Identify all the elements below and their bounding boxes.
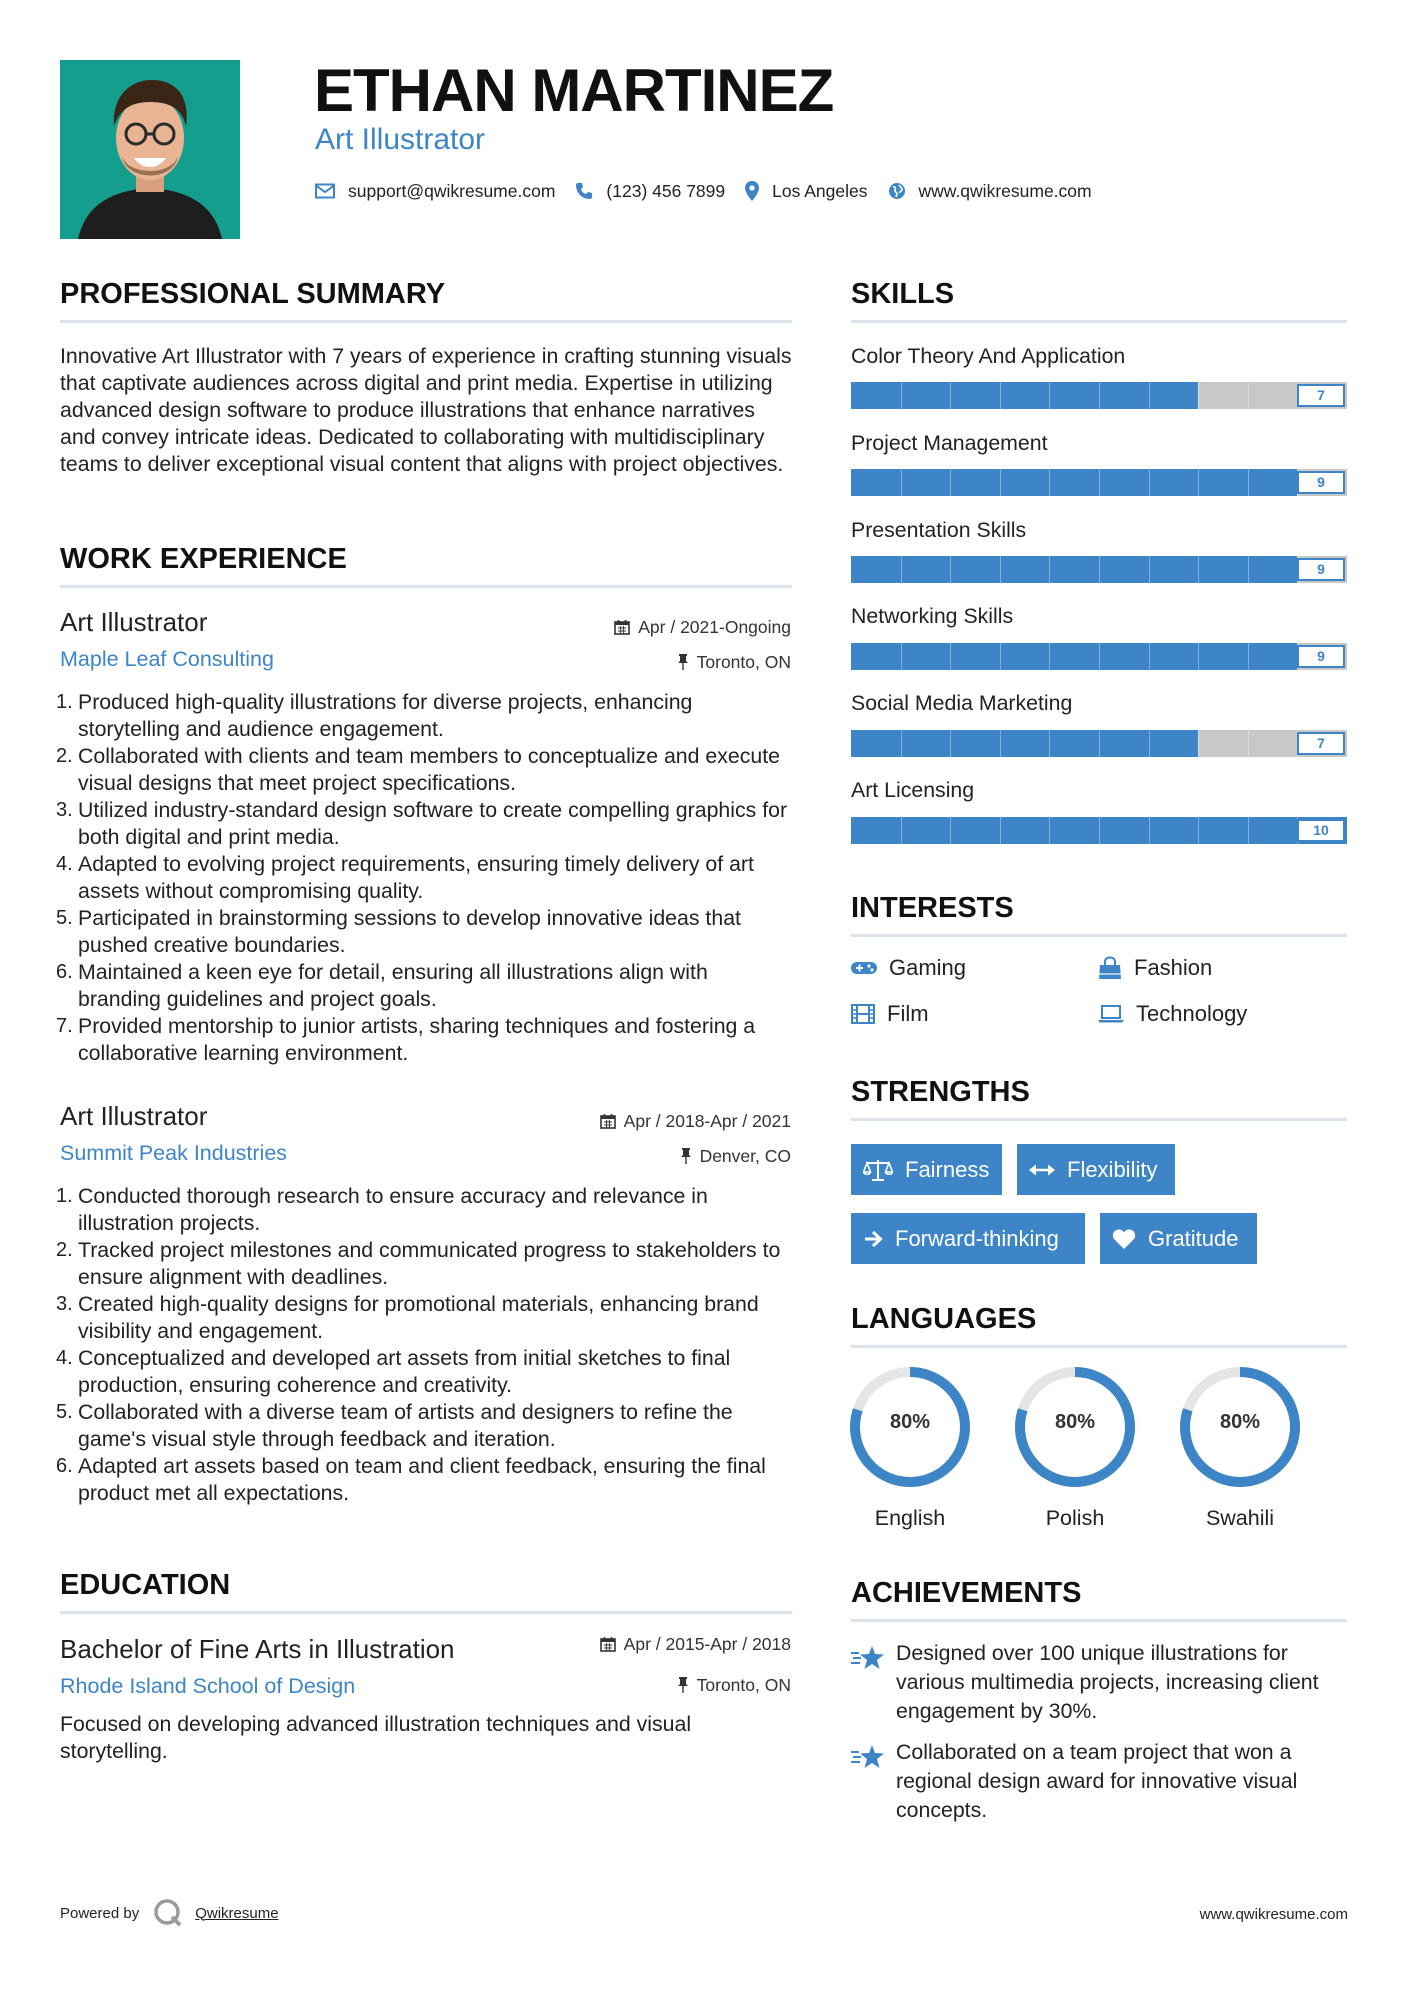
list-item: 3. Utilized industry-standard design software to create compelling graphics for both digital and print media. — [56, 798, 788, 849]
skill-bar-segment-divider — [950, 556, 951, 583]
job-dates — [614, 616, 791, 638]
skill-bar-segment-divider — [1000, 730, 1001, 757]
skill-bar-segment-divider — [1248, 817, 1249, 844]
interest-item — [1098, 1000, 1247, 1028]
skill-bar-segment-divider — [1198, 643, 1199, 670]
achievement-item — [851, 1639, 1351, 1726]
job-responsibilities — [56, 1183, 795, 1507]
contact-bar — [315, 176, 1112, 206]
education-description: Focused on developing advanced illustration techniques and visual storytelling. — [60, 1712, 692, 1763]
skill-name: Networking Skills — [851, 604, 1014, 628]
company-name[interactable]: Maple Leaf Consulting — [60, 647, 274, 671]
job-location — [680, 1145, 791, 1167]
candidate-title: Art Illustrator — [315, 123, 486, 156]
skill-score: 10 — [1297, 819, 1345, 842]
list-item: 5. Participated in brainstorming sessions to develop innovative ideas that pushed creative boundaries. — [56, 906, 741, 957]
job-dates — [600, 1110, 791, 1132]
strengths-heading: STRENGTHS — [851, 1076, 1030, 1108]
list-item: 1. Produced high-quality illustrations for diverse projects, enhancing storytelling and audience engagement. — [56, 690, 693, 741]
language-name: Polish — [1045, 1506, 1105, 1530]
heart-icon — [1112, 1228, 1136, 1250]
skill-bar-segment-divider — [901, 643, 902, 670]
skill-bar-segment-divider — [1149, 556, 1150, 583]
envelope-icon — [315, 183, 335, 199]
skill-bar-segment-divider — [950, 817, 951, 844]
interest-item — [1098, 954, 1212, 982]
skill-bar-segment-divider — [950, 382, 951, 409]
skill-bar-segment-divider — [1198, 817, 1199, 844]
language-name: English — [874, 1506, 946, 1530]
skill-bar-segment-divider — [1049, 817, 1050, 844]
job-location — [677, 651, 791, 673]
education-heading: EDUCATION — [60, 1569, 231, 1601]
skill-name: Art Licensing — [851, 778, 975, 802]
skill-score: 9 — [1297, 558, 1345, 581]
experience-divider — [60, 585, 792, 588]
skill-bar-segment-divider — [950, 643, 951, 670]
job-responsibilities — [56, 689, 795, 1067]
skill-bar-segment-divider — [1099, 382, 1100, 409]
contact-location-text: Los Angeles — [772, 180, 868, 201]
job-dates-text: Apr / 2018-Apr / 2021 — [623, 1111, 791, 1131]
skill-bar-fill — [851, 556, 1297, 583]
job-dates-text: Apr / 2021-Ongoing — [638, 617, 791, 637]
qwikresume-link[interactable]: Qwikresume — [195, 1904, 279, 1922]
interests-divider — [851, 934, 1347, 937]
profile-photo — [60, 60, 240, 239]
calendar-icon — [614, 619, 630, 635]
contact-location — [745, 181, 867, 202]
skill-bar-segment-divider — [901, 730, 902, 757]
list-item-text: Produced high-quality illustrations for diverse projects, enhancing storytelling and audience engagement. — [78, 690, 693, 741]
degree-title: Bachelor of Fine Arts in Illustration — [60, 1634, 455, 1664]
strength-label: Forward-thinking — [895, 1225, 1059, 1251]
footer-website[interactable]: www.qwikresume.com — [1199, 1906, 1348, 1923]
list-item: 6. Maintained a keen eye for detail, ensuring all illustrations align with branding guidelines and project goals. — [56, 960, 708, 1011]
list-item: 2. Tracked project milestones and communicated progress to stakeholders to ensure alignment with deadlines. — [56, 1238, 781, 1289]
skill-name: Social Media Marketing — [851, 691, 1073, 715]
skill-bar-segment-divider — [1149, 643, 1150, 670]
summary-heading: PROFESSIONAL SUMMARY — [60, 278, 446, 310]
skill-bar — [851, 730, 1347, 757]
skill-bar-segment-divider — [1000, 817, 1001, 844]
school-name[interactable]: Rhode Island School of Design — [60, 1674, 356, 1698]
skill-bar-fill — [851, 469, 1297, 496]
calendar-icon — [600, 1113, 616, 1129]
list-item-text: Adapted art assets based on team and client feedback, ensuring the final product met all expectations. — [78, 1454, 766, 1505]
shooting-star-icon — [851, 1644, 885, 1672]
skill-name: Color Theory And Application — [851, 344, 1126, 368]
language-percent: 80% — [889, 1411, 931, 1433]
skill-bar-segment-divider — [1000, 469, 1001, 496]
skill-bar-fill — [851, 730, 1198, 757]
shooting-star-icon — [851, 1743, 885, 1771]
job-title: Art Illustrator — [60, 1101, 208, 1131]
skill-bar — [851, 556, 1347, 583]
skill-bar-segment-divider — [901, 817, 902, 844]
list-item: 7. Provided mentorship to junior artists, sharing techniques and fostering a collaborative learning environment. — [56, 1014, 756, 1065]
skill-bar-segment-divider — [1049, 556, 1050, 583]
interest-label: Film — [887, 1001, 929, 1026]
language-item — [1178, 1365, 1302, 1531]
skill-bar-segment-divider — [1149, 469, 1150, 496]
laptop-icon — [1098, 1005, 1124, 1023]
list-item: 4. Adapted to evolving project requirements, ensuring timely delivery of art assets without compromising quality. — [56, 852, 754, 903]
interest-label: Fashion — [1134, 955, 1213, 980]
qwikresume-logo-icon — [153, 1898, 183, 1928]
skill-bar — [851, 469, 1347, 496]
skill-bar-segment-divider — [1049, 469, 1050, 496]
pushpin-icon — [680, 1148, 692, 1164]
strength-label: Gratitude — [1148, 1225, 1239, 1251]
skills-heading: SKILLS — [851, 278, 955, 310]
arrows-horizontal-icon — [1029, 1163, 1055, 1177]
skill-bar — [851, 643, 1347, 670]
language-percent: 80% — [1054, 1411, 1096, 1433]
achievement-text: Collaborated on a team project that won a regional design award for innovative visual concepts. — [896, 1740, 1298, 1822]
skill-bar-segment-divider — [1198, 382, 1199, 409]
interest-item — [851, 954, 966, 982]
skill-bar — [851, 382, 1347, 409]
skill-bar-segment-divider — [1248, 730, 1249, 757]
gamepad-icon — [851, 960, 877, 976]
summary-text: Innovative Art Illustrator with 7 years of experience in crafting stunning visuals that captivate audiences across digital and print media. Expertise in utilizing advanced design software to produce illustrations that enhance narratives and convey intricate ideas. Dedicated to collaborating with multidisciplinary teams to deliver exceptional visual content that aligns with project objectives. — [60, 344, 792, 476]
list-item-text: Maintained a keen eye for detail, ensuring all illustrations align with branding guidelines and project goals. — [78, 960, 708, 1011]
strength-badge — [1100, 1213, 1257, 1264]
skill-bar — [851, 817, 1347, 844]
job-location-text: Toronto, ON — [696, 652, 791, 672]
education-dates — [600, 1633, 791, 1655]
interest-item — [851, 1000, 929, 1028]
globe-icon — [888, 182, 906, 200]
list-item: 3. Created high-quality designs for promotional materials, enhancing brand visibility and engagement. — [56, 1292, 759, 1343]
skill-bar-segment-divider — [1248, 643, 1249, 670]
skill-bar-segment-divider — [1099, 817, 1100, 844]
balance-scale-icon — [863, 1158, 893, 1182]
skill-bar-segment-divider — [1099, 730, 1100, 757]
phone-icon — [575, 182, 593, 200]
list-item-text: Collaborated with a diverse team of artists and designers to refine the game's visual style through feedback and iteration. — [78, 1400, 733, 1451]
skill-bar-segment-divider — [1049, 643, 1050, 670]
skill-name: Presentation Skills — [851, 518, 1027, 542]
skill-bar-segment-divider — [1248, 469, 1249, 496]
skill-bar-segment-divider — [1198, 556, 1199, 583]
skill-bar-fill — [851, 643, 1297, 670]
skill-bar-segment-divider — [950, 469, 951, 496]
skill-bar-segment-divider — [1198, 730, 1199, 757]
skill-bar-segment-divider — [1000, 556, 1001, 583]
list-item-text: Participated in brainstorming sessions to develop innovative ideas that pushed creative boundaries. — [78, 906, 741, 957]
skill-score: 9 — [1297, 645, 1345, 668]
skill-bar-segment-divider — [1049, 382, 1050, 409]
skill-bar-segment-divider — [1248, 382, 1249, 409]
contact-phone-text: (123) 456 7899 — [606, 180, 726, 201]
skill-bar-segment-divider — [950, 730, 951, 757]
pushpin-icon — [677, 654, 689, 670]
education-dates-text: Apr / 2015-Apr / 2018 — [623, 1634, 791, 1654]
list-item-text: Utilized industry-standard design software to create compelling graphics for both digital and print media. — [78, 798, 788, 849]
strength-badge — [851, 1213, 1085, 1264]
interests-heading: INTERESTS — [851, 892, 1014, 924]
achievement-text: Designed over 100 unique illustrations for various multimedia projects, increasing client engagement by 30%. — [896, 1641, 1319, 1723]
skill-score: 7 — [1297, 732, 1345, 755]
skill-bar-segment-divider — [1248, 556, 1249, 583]
list-item-text: Created high-quality designs for promotional materials, enhancing brand visibility and engagement. — [78, 1292, 759, 1343]
languages-divider — [851, 1345, 1347, 1348]
list-item: 6. Adapted art assets based on team and client feedback, ensuring the final product met all expectations. — [56, 1454, 766, 1505]
skill-name: Project Management — [851, 431, 1048, 455]
arrow-right-icon — [863, 1229, 883, 1249]
summary-divider — [60, 320, 792, 323]
skill-bar-fill — [851, 382, 1198, 409]
language-item — [848, 1365, 972, 1531]
strength-badge — [1017, 1144, 1175, 1195]
calendar-icon — [600, 1636, 616, 1652]
strength-label: Fairness — [905, 1156, 990, 1182]
list-item: 5. Collaborated with a diverse team of artists and designers to refine the game's visual style through feedback and iteration. — [56, 1400, 733, 1451]
skill-bar-segment-divider — [901, 382, 902, 409]
education-divider — [60, 1611, 792, 1614]
experience-heading: WORK EXPERIENCE — [60, 543, 347, 575]
strength-label: Flexibility — [1067, 1156, 1158, 1182]
company-name[interactable]: Summit Peak Industries — [60, 1141, 288, 1165]
map-marker-icon — [745, 181, 759, 201]
skill-bar-segment-divider — [901, 556, 902, 583]
skill-score: 9 — [1297, 471, 1345, 494]
skill-bar-segment-divider — [1099, 469, 1100, 496]
list-item-text: Conceptualized and developed art assets from initial sketches to final production, ensuring coherence and creativity. — [78, 1346, 731, 1397]
powered-by-text: Powered by — [60, 1904, 140, 1922]
list-item: 1. Conducted thorough research to ensure accuracy and relevance in illustration projects. — [56, 1184, 708, 1235]
job-title: Art Illustrator — [60, 607, 208, 637]
list-item-text: Provided mentorship to junior artists, sharing techniques and fostering a collaborative learning environment. — [78, 1014, 756, 1065]
shopping-bag-icon — [1098, 956, 1122, 980]
language-name: Swahili — [1205, 1506, 1275, 1530]
contact-phone[interactable] — [575, 181, 725, 202]
education-location-text: Toronto, ON — [696, 1675, 791, 1695]
strengths-divider — [851, 1118, 1347, 1121]
skills-divider — [851, 320, 1347, 323]
language-item — [1013, 1365, 1137, 1531]
interest-label: Gaming — [889, 955, 967, 980]
pushpin-icon — [677, 1677, 689, 1693]
strength-badge — [851, 1144, 1002, 1195]
footer-powered-by — [60, 1898, 279, 1928]
list-item-text: Adapted to evolving project requirements, ensuring timely delivery of art assets without compromising quality. — [78, 852, 754, 903]
skill-bar-segment-divider — [1149, 730, 1150, 757]
achievement-item — [851, 1738, 1351, 1825]
achievements-divider — [851, 1619, 1347, 1622]
skill-score: 7 — [1297, 384, 1345, 407]
candidate-name: ETHAN MARTINEZ — [314, 57, 834, 124]
skill-bar-segment-divider — [1049, 730, 1050, 757]
film-icon — [851, 1004, 875, 1024]
contact-email-text: support@qwikresume.com — [348, 180, 556, 201]
languages-heading: LANGUAGES — [851, 1303, 1037, 1335]
skill-bar-segment-divider — [1000, 382, 1001, 409]
list-item-text: Tracked project milestones and communicated progress to stakeholders to ensure alignment with deadlines. — [78, 1238, 781, 1289]
list-item: 4. Conceptualized and developed art assets from initial sketches to final production, ensuring coherence and creativity. — [56, 1346, 731, 1397]
skill-bar-segment-divider — [1149, 817, 1150, 844]
contact-website-text: www.qwikresume.com — [918, 180, 1092, 201]
list-item: 2. Collaborated with clients and team members to conceptualize and execute visual designs that meet project specifications. — [56, 744, 781, 795]
skill-bar-segment-divider — [901, 469, 902, 496]
contact-website[interactable] — [888, 181, 1092, 202]
list-item-text: Conducted thorough research to ensure accuracy and relevance in illustration projects. — [78, 1184, 708, 1235]
language-percent: 80% — [1219, 1411, 1261, 1433]
list-item-text: Collaborated with clients and team members to conceptualize and execute visual designs that meet project specifications. — [78, 744, 781, 795]
skill-bar-segment-divider — [1099, 643, 1100, 670]
skill-bar-segment-divider — [1000, 643, 1001, 670]
skill-bar-segment-divider — [1099, 556, 1100, 583]
skill-bar-segment-divider — [1149, 382, 1150, 409]
contact-email[interactable] — [315, 181, 555, 202]
achievements-heading: ACHIEVEMENTS — [851, 1577, 1082, 1609]
job-location-text: Denver, CO — [699, 1146, 791, 1166]
skill-bar-segment-divider — [1198, 469, 1199, 496]
education-location — [677, 1674, 791, 1696]
interest-label: Technology — [1136, 1001, 1248, 1026]
